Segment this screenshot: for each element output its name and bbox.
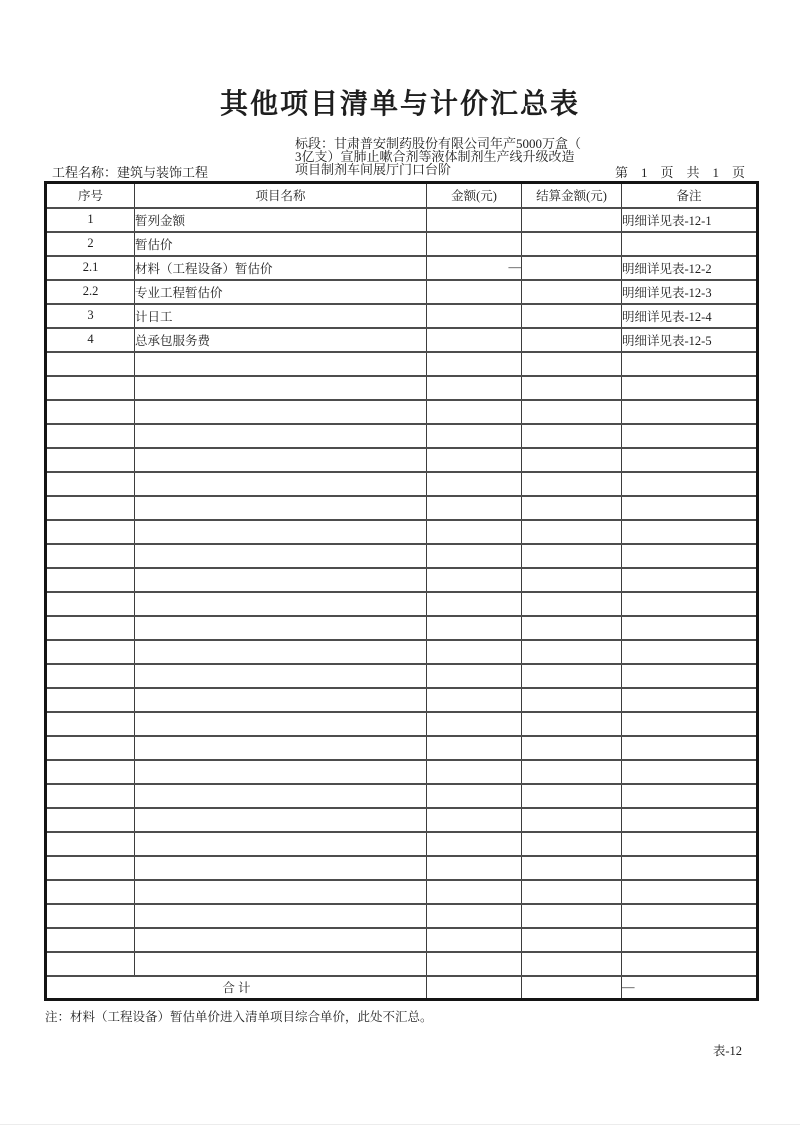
cell-remark (622, 424, 758, 448)
cell-remark (622, 688, 758, 712)
cell-settlement (522, 952, 622, 976)
cell-serial (46, 808, 135, 832)
cell-amount (427, 880, 522, 904)
cell-settlement (522, 376, 622, 400)
cell-amount (427, 712, 522, 736)
cell-amount (427, 328, 522, 352)
table-row-empty (46, 544, 758, 568)
cell-item-name (135, 520, 427, 544)
table-row (46, 256, 758, 280)
header-amount: 金额(元) (427, 183, 522, 208)
cell-remark (622, 640, 758, 664)
cell-settlement (522, 304, 622, 328)
cell-remark (622, 712, 758, 736)
cell-amount (427, 928, 522, 952)
cell-serial (46, 400, 135, 424)
table-row-empty (46, 352, 758, 376)
cell-item-name (135, 736, 427, 760)
total-settlement (522, 976, 622, 1000)
table-row-empty (46, 784, 758, 808)
header-settlement: 结算金额(元) (522, 183, 622, 208)
cell-item-name (135, 928, 427, 952)
cell-settlement (522, 640, 622, 664)
cell-serial (46, 784, 135, 808)
cell-settlement (522, 232, 622, 256)
table-row (46, 304, 758, 328)
cell-remark (622, 736, 758, 760)
table-row-empty (46, 688, 758, 712)
table-row-empty (46, 952, 758, 976)
cell-serial (46, 952, 135, 976)
cell-remark (622, 880, 758, 904)
table-row (46, 232, 758, 256)
cell-serial (46, 640, 135, 664)
total-remark: — (622, 976, 758, 1000)
cell-settlement (522, 616, 622, 640)
cell-item-name (135, 448, 427, 472)
cell-serial (46, 760, 135, 784)
cell-settlement (522, 784, 622, 808)
cell-amount (427, 904, 522, 928)
cell-item-name (135, 544, 427, 568)
cell-amount (427, 232, 522, 256)
cell-item-name (135, 496, 427, 520)
cell-serial (46, 712, 135, 736)
cell-remark (622, 352, 758, 376)
cell-item-name: 总承包服务费 (135, 328, 427, 352)
cell-remark: 明细详见表-12-5 (622, 328, 758, 352)
cell-amount (427, 952, 522, 976)
cell-amount (427, 808, 522, 832)
table-header-row (46, 183, 758, 208)
cell-serial: 1 (46, 208, 135, 232)
cell-remark (622, 496, 758, 520)
cell-settlement (522, 736, 622, 760)
cell-amount (427, 400, 522, 424)
cell-item-name (135, 880, 427, 904)
cell-item-name (135, 856, 427, 880)
table-row-empty (46, 520, 758, 544)
cell-serial (46, 832, 135, 856)
table-row-empty (46, 904, 758, 928)
cell-settlement (522, 520, 622, 544)
cell-item-name (135, 760, 427, 784)
cell-remark (622, 376, 758, 400)
cell-item-name (135, 784, 427, 808)
table-row-empty (46, 616, 758, 640)
cell-serial (46, 592, 135, 616)
cell-serial (46, 616, 135, 640)
footnote: 注：材料（工程设备）暂估单价进入清单项目综合单价，此处不汇总。 (45, 1010, 433, 1024)
cell-item-name (135, 376, 427, 400)
cell-serial: 2.2 (46, 280, 135, 304)
table-row-empty (46, 880, 758, 904)
cell-remark (622, 760, 758, 784)
cell-remark (622, 784, 758, 808)
cell-remark (622, 520, 758, 544)
cell-remark (622, 856, 758, 880)
cell-serial (46, 736, 135, 760)
cell-remark (622, 664, 758, 688)
cell-amount (427, 832, 522, 856)
cell-serial: 2 (46, 232, 135, 256)
cell-item-name (135, 904, 427, 928)
cell-item-name (135, 424, 427, 448)
header-item-name: 项目名称 (135, 183, 427, 208)
cell-settlement (522, 280, 622, 304)
cell-remark (622, 568, 758, 592)
table-row-empty (46, 472, 758, 496)
cell-amount: — (427, 256, 522, 280)
cell-settlement (522, 448, 622, 472)
cell-remark (622, 232, 758, 256)
cell-item-name (135, 592, 427, 616)
cell-amount (427, 280, 522, 304)
cell-remark (622, 448, 758, 472)
cell-serial (46, 520, 135, 544)
cell-serial (46, 472, 135, 496)
cell-remark (622, 592, 758, 616)
bid-section-text (295, 137, 581, 176)
page-number-info: 第 1 页 共 1 页 (614, 165, 745, 180)
cell-amount (427, 424, 522, 448)
cell-amount (427, 496, 522, 520)
cell-item-name (135, 832, 427, 856)
page-bottom-edge (0, 1124, 800, 1125)
cell-item-name (135, 400, 427, 424)
cell-remark (622, 928, 758, 952)
cell-remark: 明细详见表-12-1 (622, 208, 758, 232)
cell-remark: 明细详见表-12-2 (622, 256, 758, 280)
table-row-empty (46, 760, 758, 784)
table-row-empty (46, 808, 758, 832)
cell-item-name (135, 640, 427, 664)
cell-settlement (522, 880, 622, 904)
total-label: 合 计 (46, 976, 427, 1000)
bid-section-line-3: 项目制剂车间展厅门口台阶 (295, 162, 452, 177)
cell-settlement (522, 400, 622, 424)
table-row-empty (46, 856, 758, 880)
table-body (46, 208, 758, 1000)
total-amount (427, 976, 522, 1000)
cell-item-name: 暂估价 (135, 232, 427, 256)
cell-settlement (522, 592, 622, 616)
table-row-empty (46, 712, 758, 736)
table-row-empty (46, 832, 758, 856)
cell-amount (427, 520, 522, 544)
cell-serial (46, 352, 135, 376)
cell-serial (46, 880, 135, 904)
table-row-empty (46, 400, 758, 424)
table-row (46, 208, 758, 232)
cell-item-name: 专业工程暂估价 (135, 280, 427, 304)
header-remark: 备注 (622, 183, 758, 208)
table-row-empty (46, 640, 758, 664)
cell-settlement (522, 664, 622, 688)
cell-serial: 4 (46, 328, 135, 352)
table-row-empty (46, 496, 758, 520)
cell-settlement (522, 832, 622, 856)
cell-item-name (135, 664, 427, 688)
cell-serial: 2.1 (46, 256, 135, 280)
table-row-empty (46, 592, 758, 616)
cell-amount (427, 544, 522, 568)
table-row-empty (46, 448, 758, 472)
cell-amount (427, 784, 522, 808)
cell-serial (46, 568, 135, 592)
cell-serial: 3 (46, 304, 135, 328)
cell-settlement (522, 928, 622, 952)
cell-amount (427, 208, 522, 232)
cell-serial (46, 544, 135, 568)
cell-item-name (135, 616, 427, 640)
table-row-empty (46, 568, 758, 592)
cell-settlement (522, 496, 622, 520)
table-total-row (46, 976, 758, 1000)
cell-serial (46, 904, 135, 928)
cell-serial (46, 424, 135, 448)
cell-amount (427, 760, 522, 784)
cell-settlement (522, 544, 622, 568)
cell-remark (622, 544, 758, 568)
cell-serial (46, 664, 135, 688)
cell-settlement (522, 472, 622, 496)
cell-serial (46, 688, 135, 712)
page-title: 其他项目清单与计价汇总表 (219, 89, 580, 120)
cell-remark: 明细详见表-12-4 (622, 304, 758, 328)
cell-serial (46, 496, 135, 520)
header-serial: 序号 (46, 183, 135, 208)
cell-remark: 明细详见表-12-3 (622, 280, 758, 304)
cell-item-name: 计日工 (135, 304, 427, 328)
cell-item-name (135, 712, 427, 736)
cell-amount (427, 352, 522, 376)
cell-remark (622, 400, 758, 424)
cell-settlement (522, 352, 622, 376)
table-row-empty (46, 424, 758, 448)
cell-item-name: 材料（工程设备）暂估价 (135, 256, 427, 280)
table-row-empty (46, 928, 758, 952)
cell-amount (427, 568, 522, 592)
cell-settlement (522, 808, 622, 832)
table-row (46, 328, 758, 352)
table-row-empty (46, 736, 758, 760)
cell-settlement (522, 424, 622, 448)
cell-item-name (135, 808, 427, 832)
bid-section-line-2: 3亿支）宣肺止嗽合剂等液体制剂生产线升级改造 (295, 149, 575, 164)
cell-remark (622, 952, 758, 976)
cell-settlement (522, 208, 622, 232)
cell-settlement (522, 328, 622, 352)
cell-remark (622, 472, 758, 496)
cell-settlement (522, 760, 622, 784)
cell-settlement (522, 856, 622, 880)
cell-amount (427, 664, 522, 688)
cell-remark (622, 904, 758, 928)
table-row (46, 280, 758, 304)
sheet-code: 表-12 (712, 1044, 742, 1058)
cell-item-name (135, 352, 427, 376)
cell-serial (46, 448, 135, 472)
cell-amount (427, 592, 522, 616)
table-row-empty (46, 376, 758, 400)
cell-settlement (522, 688, 622, 712)
cell-serial (46, 856, 135, 880)
cell-amount (427, 856, 522, 880)
cell-amount (427, 376, 522, 400)
summary-table (44, 181, 759, 1001)
cell-amount (427, 448, 522, 472)
cell-item-name (135, 952, 427, 976)
project-name-label: 工程名称：建筑与装饰工程 (52, 165, 209, 180)
cell-amount (427, 616, 522, 640)
cell-item-name: 暂列金额 (135, 208, 427, 232)
cell-amount (427, 640, 522, 664)
cell-item-name (135, 568, 427, 592)
cell-item-name (135, 688, 427, 712)
cell-settlement (522, 904, 622, 928)
cell-item-name (135, 472, 427, 496)
bid-section-line-1: 标段：甘肃普安制药股份有限公司年产5000万盒（ (295, 136, 582, 151)
cell-settlement (522, 256, 622, 280)
cell-amount (427, 304, 522, 328)
cell-amount (427, 688, 522, 712)
cell-settlement (522, 712, 622, 736)
cell-amount (427, 736, 522, 760)
cell-serial (46, 376, 135, 400)
cell-remark (622, 808, 758, 832)
cell-remark (622, 616, 758, 640)
table-row-empty (46, 664, 758, 688)
cell-settlement (522, 568, 622, 592)
cell-amount (427, 472, 522, 496)
cell-serial (46, 928, 135, 952)
cell-remark (622, 832, 758, 856)
